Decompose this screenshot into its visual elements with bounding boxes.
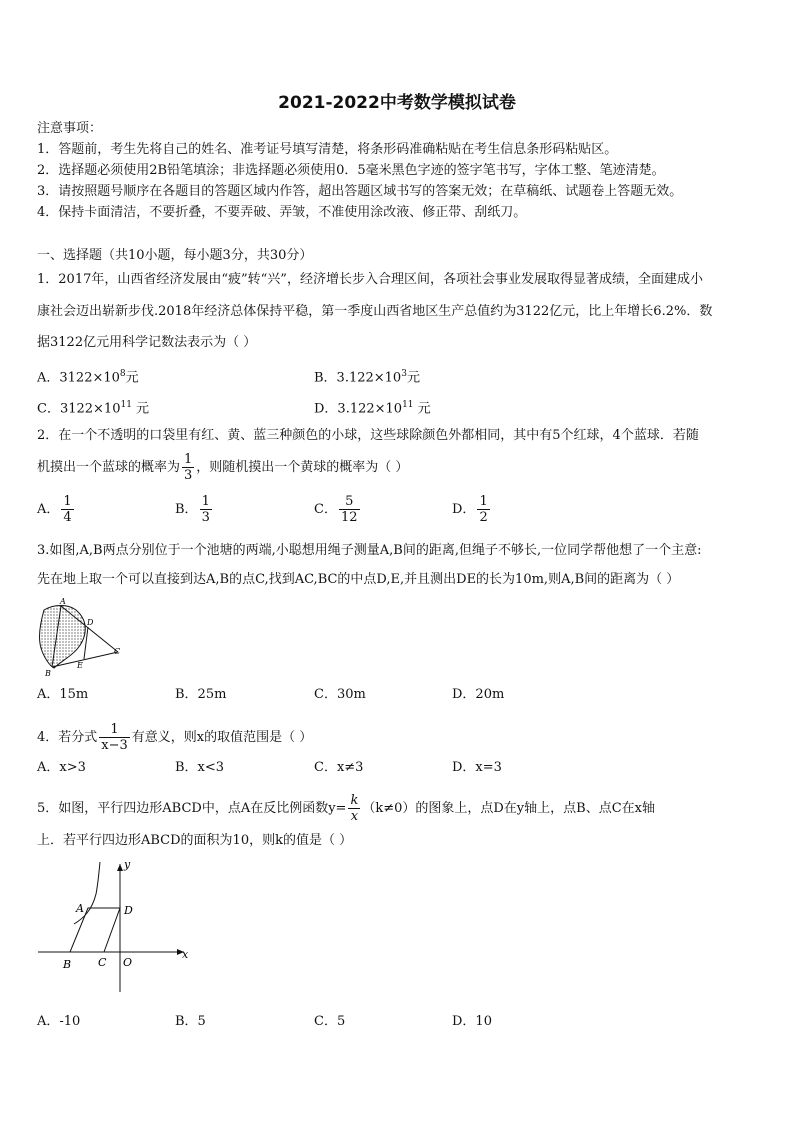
notice-item-2: 2．选择题必须使用2B铅笔填涂；非选择题必须使用0．5毫米黑色字迹的签字笔书写，字体工整、笔迹清楚。 bbox=[37, 163, 665, 178]
section-heading: 一、选择题（共10小题，每小题3分，共30分） bbox=[37, 248, 313, 263]
q5-option-a[interactable]: A．-10 bbox=[37, 1014, 81, 1029]
q1-option-d[interactable]: D．$3.122\times 10^{11}$ 元 bbox=[314, 400, 431, 417]
notice-item-1: 1．答题前，考生先将自己的姓名、准考证号填写清楚，将条形码准确粘贴在考生信息条形码粘贴区。 bbox=[37, 142, 618, 157]
q2-option-a[interactable]: A． $\frac{1}{4}$ bbox=[37, 494, 72, 525]
label-e: E bbox=[77, 661, 83, 670]
pond-shape bbox=[40, 606, 86, 669]
q5-option-c[interactable]: C．5 bbox=[314, 1014, 346, 1029]
q3-option-c[interactable]: C．30m bbox=[314, 687, 366, 702]
label-c: C bbox=[98, 956, 107, 969]
label-a: A bbox=[60, 597, 66, 606]
q3-option-a[interactable]: A．15m bbox=[37, 687, 89, 702]
q4-option-b[interactable]: B．x<3 bbox=[175, 760, 225, 775]
q4-option-d[interactable]: D．x=3 bbox=[452, 760, 502, 775]
q4-option-c[interactable]: C．x≠3 bbox=[314, 760, 364, 775]
label-b: B bbox=[45, 669, 51, 678]
q1-option-b[interactable]: B．$3.122\times 10^3$元 bbox=[314, 369, 420, 386]
q5-option-b[interactable]: B．5 bbox=[175, 1014, 206, 1029]
q2-line-1: 2．在一个不透明的口袋里有红、黄、蓝三种颜色的小球，这些球除颜色外都相同，其中有5个红球，4个蓝球．若随 bbox=[37, 428, 699, 443]
q4-option-a[interactable]: A．x>3 bbox=[37, 760, 86, 775]
label-d: D bbox=[87, 618, 94, 627]
q3-option-b[interactable]: B．25m bbox=[175, 687, 227, 702]
label-y: y bbox=[124, 858, 131, 871]
q4-fraction: $\frac{1}{x-3}$ bbox=[101, 722, 128, 753]
label-x: x bbox=[182, 948, 189, 961]
q1-line-3: 据3122亿元用科学记数法表示为（ ） bbox=[37, 335, 257, 350]
label-c: C bbox=[114, 647, 121, 656]
q2-option-b[interactable]: B． $\frac{1}{3}$ bbox=[175, 494, 210, 525]
q5-fraction: $\frac{k}{x}$ bbox=[350, 793, 359, 824]
q2-line-2: 机摸出一个蓝球的概率为 $\frac{1}{3}$ ，则随机摸出一个黄球的概率为（ ） bbox=[37, 452, 409, 483]
q5-line-2: 上．若平行四边形ABCD的面积为10，则k的值是（ ） bbox=[37, 833, 353, 848]
q5-parallelogram-figure bbox=[34, 858, 194, 998]
label-o: O bbox=[123, 956, 133, 969]
label-d: D bbox=[124, 904, 133, 917]
q3-pond-figure bbox=[32, 596, 132, 680]
y-axis-arrow bbox=[117, 864, 123, 871]
q1-line-2: 康社会迈出崭新步伐.2018年经济总体保持平稳，第一季度山西省地区生产总值约为3122亿元，比上年增长6.2%．数 bbox=[37, 304, 713, 319]
notice-item-3: 3．请按照题号顺序在各题目的答题区域内作答，超出答题区域书写的答案无效；在草稿纸、试题卷上答题无效。 bbox=[37, 184, 683, 199]
q4-line: 4．若分式 $\frac{1}{x-3}$ 有意义，则x的取值范围是（ ） bbox=[37, 722, 313, 753]
q1-option-c[interactable]: C．$3122\times 10^{11}$ 元 bbox=[37, 400, 150, 417]
q5-option-d[interactable]: D．10 bbox=[452, 1014, 492, 1029]
q1-option-a[interactable]: A．$3122\times 10^8$元 bbox=[37, 369, 139, 386]
notice-heading: 注意事项： bbox=[37, 121, 103, 136]
notice-item-4: 4．保持卡面清洁，不要折叠，不要弄破、弄皱，不准使用涂改液、修正带、刮纸刀。 bbox=[37, 205, 527, 220]
label-b: B bbox=[63, 958, 72, 971]
q3-option-d[interactable]: D．20m bbox=[452, 687, 505, 702]
q3-line-1: 3.如图,A,B两点分别位于一个池塘的两端,小聪想用绳子测量A,B间的距离,但绳子不够长,一位同学帮他想了一个主意: bbox=[37, 543, 702, 558]
q1-line-1: 1．2017年，山西省经济发展由“疲”转“兴”，经济增长步入合理区间，各项社会事业发展取得显著成绩，全面建成小 bbox=[37, 272, 703, 287]
q3-line-2: 先在地上取一个可以直接到达A,B的点C,找到AC,BC的中点D,E,并且测出DE的长为10m,则A,B间的距离为（ ） bbox=[37, 572, 680, 587]
label-a: A bbox=[76, 902, 84, 915]
q2-fraction: $\frac{1}{3}$ bbox=[184, 452, 193, 483]
q2-option-c[interactable]: C． $\frac{5}{12}$ bbox=[314, 494, 358, 525]
page-title: 2021-2022中考数学模拟试卷 bbox=[278, 93, 516, 113]
q2-option-d[interactable]: D． $\frac{1}{2}$ bbox=[452, 494, 488, 525]
q5-line-1: 5．如图，平行四边形ABCD中，点A在反比例函数y= $\frac{k}{x}$ （k≠0）的图象上，点D在y轴上，点B、点C在x轴 bbox=[37, 793, 655, 824]
